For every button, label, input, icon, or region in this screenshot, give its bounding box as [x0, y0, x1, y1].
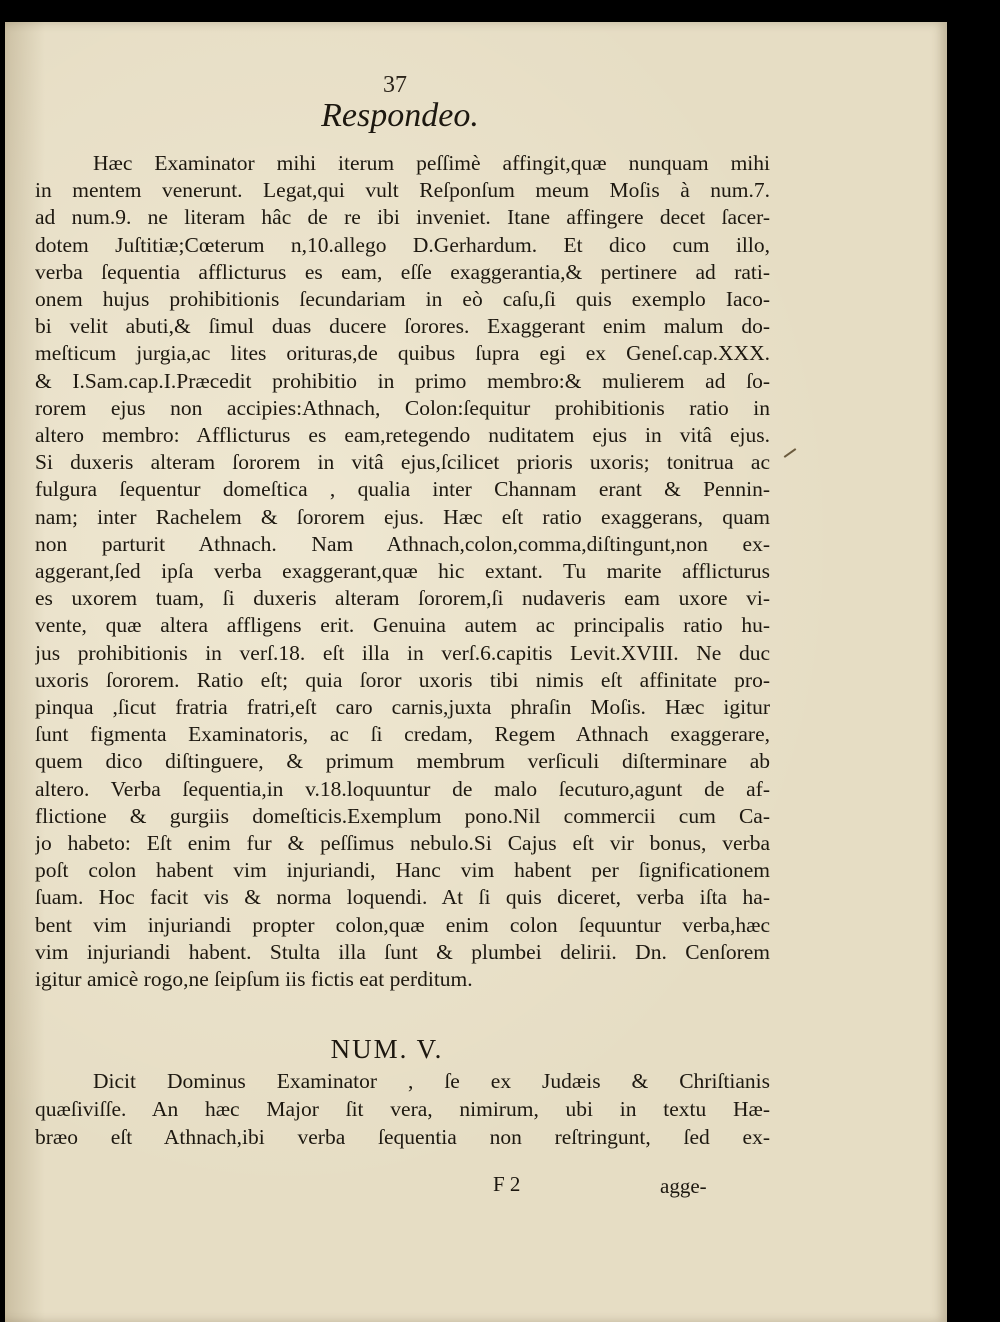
section-paragraph: [35, 1067, 770, 1151]
text-line: quæſiviſſe. An hæc Major ſit vera, nimirum, ubi in textu Hæ-: [35, 1097, 770, 1121]
text-line: verba ſequentia afflicturus es eam, eſſe exaggerantia,& pertinere ad rati-: [35, 259, 770, 284]
text-line: nam; inter Rachelem & ſororem ejus. Hæc eſt ratio exaggerans, quam: [35, 504, 770, 529]
text-line: bent vim injuriandi propter colon,quæ enim colon ſequuntur verba,hæc: [35, 912, 770, 937]
text-line: non parturit Athnach. Nam Athnach,colon,comma,diſtingunt,non ex-: [35, 531, 770, 556]
text-line: Si duxeris alteram ſororem in vitâ ejus,ſcilicet prioris uxoris; tonitrua ac: [35, 450, 770, 475]
text-line: Dicit Dominus Examinator , ſe ex Judæis & Chriſtianis: [93, 1069, 770, 1093]
text-line: poſt colon habent vim injuriandi, Hanc vim habent per ſignificationem: [35, 858, 770, 883]
text-line: jus prohibitionis in verſ.18. eſt illa in verſ.6.capitis Levit.XVIII. Ne duc: [35, 640, 770, 665]
text-line: quem dico diſtinguere, & primum membrum verſiculi diſterminare ab: [35, 749, 770, 774]
text-line: meſticum jurgia,ac lites orituras,de quibus ſupra egi ex Geneſ.cap.XXX.: [35, 341, 770, 366]
text-line: vim injuriandi habent. Stulta illa ſunt & plumbei delirii. Dn. Cenſorem: [35, 939, 770, 964]
text-line: igitur amicè rogo,ne ſeipſum iis fictis eat perditum.: [35, 967, 473, 992]
text-line: & I.Sam.cap.I.Præcedit prohibitio in primo membro:& mulierem ad ſo-: [35, 368, 770, 393]
book-page: [5, 22, 947, 1322]
text-line: Hæc Examinator mihi iterum peſſimè affingit,quæ nunquam mihi: [93, 151, 770, 175]
text-line: in mentem venerunt. Legat,qui vult Reſponſum meum Moſis à num.7.: [35, 178, 770, 203]
text-line: pinqua ,ſicut fratria fratri,eſt caro carnis,juxta phraſin Moſis. Hæc igitur: [35, 695, 770, 720]
text-line: ad num.9. ne literam hâc de re ibi inveniet. Itane affingere decet ſacer-: [35, 205, 770, 230]
text-line: bi velit abuti,& ſimul duas ducere ſorores. Exaggerant enim malum do-: [35, 314, 770, 339]
margin-mark: [784, 448, 797, 458]
text-line: altero membro: Afflicturus es eam,retegendo nuditatem ejus in vitâ ejus.: [35, 423, 770, 448]
text-line: ſuam. Hoc facit vis & norma loquendi. At ſi quis diceret, verba iſta ha-: [35, 885, 770, 910]
text-line: ſunt figmenta Examinatoris, ac ſi credam, Regem Athnach exaggerare,: [35, 722, 770, 747]
text-line: flictione & gurgiis domeſticis.Exemplum pono.Nil commercii cum Ca-: [35, 803, 770, 828]
text-line: es uxorem tuam, ſi duxeris alteram ſororem,ſi nudaveris eam uxore vi-: [35, 586, 770, 611]
text-line: aggerant,ſed ipſa verba exaggerant,quæ hic extant. Tu marite afflicturus: [35, 559, 770, 584]
catchword: agge-: [660, 1174, 707, 1198]
section-heading: NUM. V.: [330, 1034, 444, 1064]
main-paragraph: [35, 150, 770, 993]
text-line: rorem ejus non accipies:Athnach, Colon:ſequitur prohibitionis ratio in: [35, 395, 770, 420]
text-line: uxoris ſororem. Ratio eſt; quia ſoror uxoris tibi nimis eſt affinitate pro-: [35, 667, 770, 692]
text-line: altero. Verba ſequentia,in v.18.loquuntur de malo ſecuturo,agunt de af-: [35, 776, 770, 801]
text-line: vente, quæ altera affligens erit. Genuina autem ac principalis ratio hu-: [35, 613, 770, 638]
text-line: jo habeto: Eſt enim fur & peſſimus nebulo.Si Cajus eſt vir bonus, verba: [35, 831, 770, 856]
signature-mark: F 2: [493, 1172, 521, 1196]
page-number: 37: [383, 72, 407, 98]
text-line: onem hujus prohibitionis ſecundariam in eò caſu,ſi quis exemplo Iaco-: [35, 287, 770, 312]
text-line: bræo eſt Athnach,ibi verba ſequentia non reſtringunt, ſed ex-: [35, 1125, 770, 1149]
text-line: fulgura ſequentur domeſtica , qualia inter Channam erant & Pennin-: [35, 477, 770, 502]
text-line: dotem Juſtitiæ;Cœterum n,10.allego D.Gerhardum. Et dico cum illo,: [35, 232, 770, 257]
page-heading: Respondeo.: [321, 97, 479, 134]
